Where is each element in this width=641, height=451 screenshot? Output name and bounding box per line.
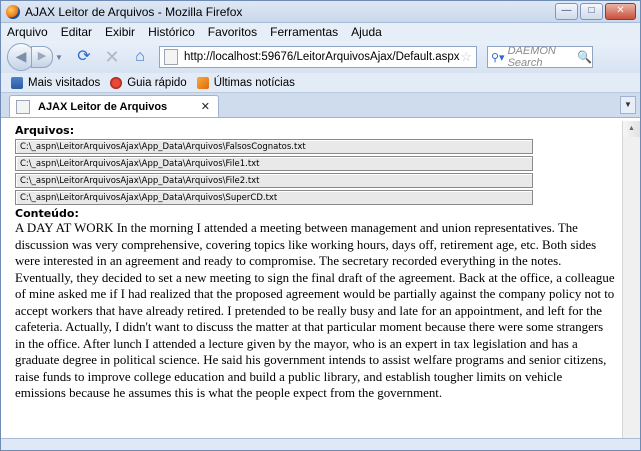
file-button-file2[interactable]: C:\_aspn\LeitorArquivosAjax\App_Data\Arquivos\File2.txt [15, 173, 533, 188]
getting-started-icon [110, 77, 122, 89]
menu-bar [1, 23, 640, 41]
tab-ajax-leitor[interactable] [9, 95, 219, 117]
bookmarks-toolbar [1, 73, 640, 93]
search-box[interactable] [487, 46, 593, 68]
scroll-up-arrow-icon[interactable]: ▲ [623, 121, 640, 137]
url-text[interactable]: http://localhost:59676/LeitorArquivosAjax/Default.aspx [184, 51, 460, 63]
content-label: Conteúdo: [15, 207, 79, 220]
files-label: Arquivos: [15, 124, 75, 137]
most-visited-icon [11, 77, 23, 89]
file-button-file1[interactable]: C:\_aspn\LeitorArquivosAjax\App_Data\Arquivos\File1.txt [15, 156, 533, 171]
file-content-text: A DAY AT WORK In the morning I attended a meeting between management and union representatives. The discussion was very comprehensive, covering topics like working hours, days off, retirement age, etc. Both sides were interested in an agreement and ready to compromise. The secretary recorded everything in the notes. Eventually, they decided to set a new meeting to sign the final draft of the agreement. Back at the office, a colleague of mine asked me if I had realized that the proposed agreement would be partially against the company policy not to accept workers that have already retired. I pretended to be really busy and late for an appointment, and left for the cafeteria. Actually, I didn't want to discuss the matter at that particular moment because there were some strangers in the office. After lunch I attended a lecture given by the mayor, who is an expert in tax legislation and has a graduate degree in political science. He said his government intends to assist welfare programs and senior citizens, raise funds to improve college education and build a public library, and establish tougher limits on vehicle emissions because he assumes this is what the people expect from the government. [15, 221, 615, 400]
bookmark-ultimas-noticias[interactable]: Últimas notícias [197, 77, 295, 89]
bookmark-guia-rapido[interactable]: Guia rápido [110, 77, 186, 89]
bookmark-star-icon[interactable]: ☆ [460, 49, 472, 64]
page-content [1, 121, 622, 439]
forward-button[interactable]: ▶ [31, 46, 53, 68]
home-icon[interactable]: ⌂ [135, 48, 145, 65]
address-bar[interactable] [159, 46, 477, 68]
minimize-button[interactable]: — [555, 3, 578, 20]
back-button[interactable]: ◀ [7, 43, 35, 71]
file-button-falsoscognatos[interactable]: C:\_aspn\LeitorArquivosAjax\App_Data\Arquivos\FalsosCognatos.txt [15, 139, 533, 154]
maximize-button[interactable]: □ [580, 3, 603, 20]
close-window-button[interactable]: ✕ [605, 3, 636, 20]
search-icon[interactable]: 🔍 [577, 50, 592, 64]
search-engine-icon[interactable]: ⚲▾ [491, 51, 505, 64]
menu-exibir[interactable]: Exibir [105, 25, 136, 39]
firefox-icon [6, 5, 20, 19]
bookmark-mais-visitados[interactable]: Mais visitados [11, 77, 100, 89]
tab-list-dropdown-icon[interactable]: ▼ [620, 96, 636, 114]
window-title: AJAX Leitor de Arquivos - Mozilla Firefox [25, 4, 243, 19]
status-bar [1, 438, 640, 450]
vertical-scrollbar[interactable] [622, 121, 640, 439]
menu-editar[interactable]: Editar [60, 25, 93, 39]
tab-label: AJAX Leitor de Arquivos [38, 100, 168, 113]
menu-favoritos[interactable]: Favoritos [207, 25, 258, 39]
reload-icon[interactable]: ⟳ [77, 48, 91, 65]
close-tab-icon[interactable]: ✕ [200, 101, 210, 113]
menu-historico[interactable]: Histórico [148, 25, 195, 39]
rss-feed-icon [197, 77, 209, 89]
menu-arquivo[interactable]: Arquivo [7, 25, 48, 39]
history-dropdown-icon[interactable]: ▼ [55, 52, 63, 62]
title-bar [1, 1, 640, 23]
file-button-supercd[interactable]: C:\_aspn\LeitorArquivosAjax\App_Data\Arquivos\SuperCD.txt [15, 190, 533, 205]
tab-strip [1, 93, 640, 118]
page-icon [16, 100, 30, 114]
menu-ferramentas[interactable]: Ferramentas [270, 25, 339, 39]
stop-icon[interactable]: ✕ [104, 47, 120, 67]
page-icon [164, 49, 178, 65]
menu-ajuda[interactable]: Ajuda [351, 25, 382, 39]
search-input[interactable]: DAEMON Search [507, 45, 556, 69]
navigation-toolbar [1, 41, 640, 73]
